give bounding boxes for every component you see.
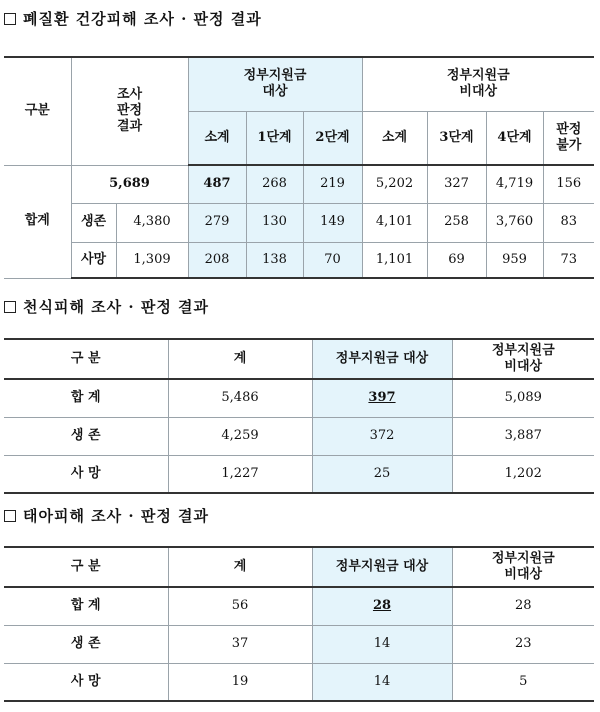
header-total: 계 bbox=[168, 339, 312, 379]
cell-nonsupport: 1,202 bbox=[452, 455, 594, 493]
header-undecided: 판정 불가 bbox=[543, 111, 594, 165]
table-row bbox=[4, 625, 594, 663]
cell-stage1: 138 bbox=[246, 242, 303, 278]
section3-title-text: 태아피해 조사 · 판정 결과 bbox=[23, 507, 210, 525]
cell-result: 5,689 bbox=[71, 165, 188, 203]
cell-support: 372 bbox=[312, 417, 452, 455]
row-label: 사 망 bbox=[4, 455, 168, 493]
section1-title bbox=[4, 8, 262, 29]
table-row bbox=[4, 663, 594, 701]
cell-undecided: 83 bbox=[543, 203, 594, 242]
header-subtotal-b: 소계 bbox=[362, 111, 427, 165]
cell-stage2: 149 bbox=[303, 203, 362, 242]
cell-total: 37 bbox=[168, 625, 312, 663]
cell-subtotal-b: 4,101 bbox=[362, 203, 427, 242]
cell-undecided: 156 bbox=[543, 165, 594, 203]
cell-subtotal-a: 487 bbox=[188, 165, 246, 203]
row-label: 합 계 bbox=[4, 587, 168, 625]
section2-title-text: 천식피해 조사 · 판정 결과 bbox=[23, 298, 210, 316]
row-label: 사 망 bbox=[4, 663, 168, 701]
cell-undecided: 73 bbox=[543, 242, 594, 278]
table-row bbox=[4, 165, 594, 203]
table-row bbox=[4, 242, 594, 278]
row-label: 생 존 bbox=[4, 625, 168, 663]
table-row bbox=[4, 455, 594, 493]
cell-result: 1,309 bbox=[116, 242, 188, 278]
cell-nonsupport: 23 bbox=[452, 625, 594, 663]
cell-subtotal-b: 1,101 bbox=[362, 242, 427, 278]
cell-support: 397 bbox=[312, 379, 452, 417]
header-stage2: 2단계 bbox=[303, 111, 362, 165]
cell-stage4: 4,719 bbox=[486, 165, 543, 203]
header-result: 조사 판정 결과 bbox=[71, 57, 188, 165]
header-stage3: 3단계 bbox=[427, 111, 486, 165]
cell-support: 25 bbox=[312, 455, 452, 493]
cell-stage2: 70 bbox=[303, 242, 362, 278]
cell-support: 14 bbox=[312, 663, 452, 701]
header-total: 계 bbox=[168, 547, 312, 587]
cell-nonsupport: 3,887 bbox=[452, 417, 594, 455]
cell-total: 4,259 bbox=[168, 417, 312, 455]
cell-stage3: 327 bbox=[427, 165, 486, 203]
header-category: 구 분 bbox=[4, 339, 168, 379]
cell-total: 56 bbox=[168, 587, 312, 625]
header-support: 정부지원금 대상 bbox=[312, 547, 452, 587]
table-row bbox=[4, 417, 594, 455]
section2-title bbox=[4, 296, 209, 317]
cell-subtotal-b: 5,202 bbox=[362, 165, 427, 203]
table-row bbox=[4, 587, 594, 625]
fetal-table bbox=[4, 546, 594, 702]
table-row bbox=[4, 203, 594, 242]
header-support: 정부지원금 대상 bbox=[188, 57, 362, 111]
cell-stage4: 3,760 bbox=[486, 203, 543, 242]
cell-nonsupport: 5,089 bbox=[452, 379, 594, 417]
cell-subtotal-a: 208 bbox=[188, 242, 246, 278]
row-label: 사망 bbox=[71, 242, 116, 278]
cell-stage1: 268 bbox=[246, 165, 303, 203]
section1-title-text: 폐질환 건강피해 조사 · 판정 결과 bbox=[23, 10, 262, 28]
table-row bbox=[4, 379, 594, 417]
cell-stage2: 219 bbox=[303, 165, 362, 203]
cell-total: 19 bbox=[168, 663, 312, 701]
row-total-label: 합계 bbox=[4, 165, 71, 278]
cell-stage3: 258 bbox=[427, 203, 486, 242]
lung-disease-table bbox=[4, 56, 594, 279]
row-label: 합 계 bbox=[4, 379, 168, 417]
cell-stage1: 130 bbox=[246, 203, 303, 242]
header-nonsupport: 정부지원금 비대상 bbox=[362, 57, 594, 111]
cell-stage3: 69 bbox=[427, 242, 486, 278]
section3-title bbox=[4, 505, 209, 526]
header-subtotal-a: 소계 bbox=[188, 111, 246, 165]
asthma-table bbox=[4, 338, 594, 494]
checkbox-square-icon bbox=[4, 510, 16, 522]
row-label: 생 존 bbox=[4, 417, 168, 455]
header-stage1: 1단계 bbox=[246, 111, 303, 165]
cell-support: 14 bbox=[312, 625, 452, 663]
cell-support: 28 bbox=[312, 587, 452, 625]
header-category: 구분 bbox=[4, 57, 71, 165]
header-support: 정부지원금 대상 bbox=[312, 339, 452, 379]
cell-nonsupport: 28 bbox=[452, 587, 594, 625]
cell-result: 4,380 bbox=[116, 203, 188, 242]
header-category: 구 분 bbox=[4, 547, 168, 587]
checkbox-square-icon bbox=[4, 13, 16, 25]
row-label: 생존 bbox=[71, 203, 116, 242]
cell-total: 1,227 bbox=[168, 455, 312, 493]
cell-subtotal-a: 279 bbox=[188, 203, 246, 242]
header-stage4: 4단계 bbox=[486, 111, 543, 165]
checkbox-square-icon bbox=[4, 301, 16, 313]
cell-stage4: 959 bbox=[486, 242, 543, 278]
header-nonsupport: 정부지원금 비대상 bbox=[452, 547, 594, 587]
cell-total: 5,486 bbox=[168, 379, 312, 417]
cell-nonsupport: 5 bbox=[452, 663, 594, 701]
header-nonsupport: 정부지원금 비대상 bbox=[452, 339, 594, 379]
